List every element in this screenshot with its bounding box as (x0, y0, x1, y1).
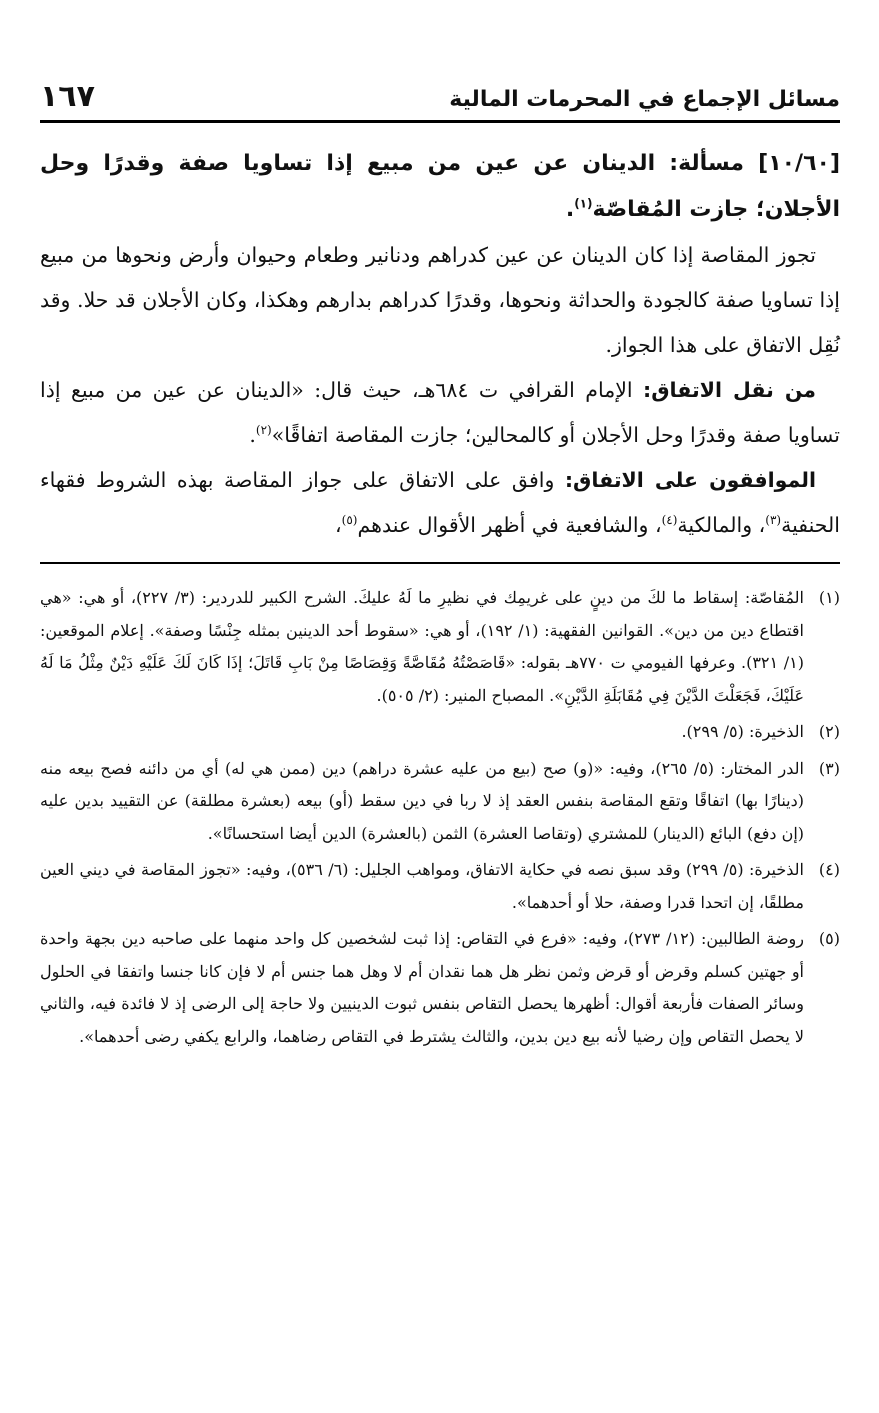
main-text (40, 141, 840, 548)
footnote (40, 582, 840, 712)
page (40, 60, 840, 1057)
footnote-text: الذخيرة: (٥/ ٢٩٩) وقد سبق نصه في حكاية الاتفاق، ومواهب الجليل: (٦/ ٥٣٦)، وفيه: «تجوز المقاصة في ديني العين مطلقًا، إن اتحدا قدرا وصفة، حلا أو أحدهما». (40, 860, 804, 912)
footnote-ref: (٤) (661, 513, 678, 528)
agreement-text: ، والشافعية في أظهر الأقوال عندهم (357, 513, 662, 537)
footnote-number: (٤) (818, 860, 840, 879)
consensus-end: . (249, 423, 256, 447)
footnotes (40, 582, 840, 1053)
issue-heading (40, 141, 840, 233)
consensus-text: الإمام القرافي ت ٦٨٤هـ، حيث قال: «الدينان عن عين من مبيع إذا تساويا صفة وقدرًا وحل الأجلان أو كالمحالين؛ جازت المقاصة اتفاقًا» (40, 378, 840, 447)
agreement-label: الموافقون على الاتفاق: (564, 468, 816, 492)
agreement-text: وافق على الاتفاق على جواز المقاصة بهذه الشروط فقهاء الحنفية (40, 468, 840, 537)
agreement-paragraph (40, 458, 840, 548)
footnote-text: الدر المختار: (٥/ ٢٦٥)، وفيه: «(و) صح (بيع من عليه عشرة دراهم) دين (ممن هي له) أي من دائنه فصح بيعه منه (دينارًا بها) اتفاقًا وتقع المقاصة بنفس العقد إذ لا ربا في دين سقط (أو) بيعه (بعشرة مطلقة) عن التقييد بدين عليه (إن دفع) البائع (الدينار) للمشتري (وتقاصا العشرة) الثمن (بالعشرة) الدين أيضا استحسانًا». (40, 758, 805, 843)
page-number: ١٦٧ (40, 79, 95, 114)
footnote-ref: (١) (574, 196, 593, 211)
footnote (40, 753, 840, 851)
footnote-ref: (٣) (765, 513, 782, 528)
page-header (40, 60, 840, 112)
header-rule (40, 120, 840, 123)
footnote (40, 716, 840, 749)
issue-heading-text: [١٠/٦٠] مسألة: الدينان عن عين من مبيع إذا تساويا صفة وقدرًا وحل الأجلان؛ جازت المُقاصّة (40, 151, 840, 222)
footnote-ref: (٢) (255, 423, 272, 438)
footnote-rule (40, 562, 840, 564)
footnote-text: روضة الطالبين: (١٢/ ٢٧٣)، وفيه: «فرع في التقاص: إذا ثبت لشخصين كل واحد منهما على صاحبه دين بجهة واحدة أو جهتين كسلم وقرض أو قرض وثمن نظر هل هما نقدان أم لا وهل هما جنس أم لا فإن كانا جنسا واتفقا في الحلول وسائر الصفات فأربعة أقوال: أظهرها يحصل التقاص بنفس ثبوت الدينيين ولا حاجة إلى الرضى إذ لا فائدة فيه، والثاني لا يحصل التقاص وإن رضيا لأنه بيع دين بدين، والثالث يشترط في التقاص رضاهما، والرابع يكفي رضى أحدهما». (40, 929, 805, 1046)
agreement-text: ، والمالكية (677, 513, 766, 537)
agreement-end: ، (335, 513, 342, 537)
footnote (40, 923, 840, 1053)
footnote-ref: (٥) (341, 513, 358, 528)
footnote (40, 854, 840, 919)
running-title: مسائل الإجماع في المحرمات المالية (449, 87, 840, 112)
footnote-number: (٢) (818, 722, 840, 741)
footnote-text: المُقاصّة: إسقاط ما لكَ من دينٍ على غريمِك في نظيرِ ما لَهُ عليكَ. الشرح الكبير للدردير: (٣/ ٢٢٧)، أو هي: «هي اقتطاع دين من دين». القوانين الفقهية: (١/ ١٩٢)، أو هي: «سقوط أحد الدينين بمثله جِنْسًا وصفة». إعلام الموقعين: (١/ ٣٢١). وعرفها الفيومي ت ٧٧٠هـ بقوله: «قَاصَصْتُهُ مُقَاصَّةً وَقِصَاصًا مِنْ بَابِ قَاتَلَ؛ إذَا كَانَ لَكَ عَلَيْهِ دَيْنٌ مِثْلُ مَا لَهُ عَلَيْكَ، فَجَعَلْتَ الدَّيْنَ فِي مُقَابَلَةِ الدَّيْنِ». المصباح المنير: (٢/ ٥٠٥). (40, 588, 805, 705)
consensus-paragraph (40, 368, 840, 458)
intro-paragraph: تجوز المقاصة إذا كان الدينان عن عين كدراهم ودنانير وطعام وحيوان وأرض ونحوها من مبيع إذا تساويا صفة كالجودة والحداثة ونحوها، وقدرًا كدراهم بدارهم وهكذا، وكان الأجلان قد حلا. وقد نُقِل الاتفاق على هذا الجواز. (40, 243, 840, 357)
footnote-number: (١) (818, 588, 840, 607)
consensus-label: من نقل الاتفاق: (643, 378, 816, 402)
issue-heading-end: . (565, 197, 575, 222)
footnote-text: الذخيرة: (٥/ ٢٩٩). (681, 722, 804, 741)
footnote-number: (٣) (818, 758, 840, 778)
footnote-number: (٥) (818, 929, 840, 948)
